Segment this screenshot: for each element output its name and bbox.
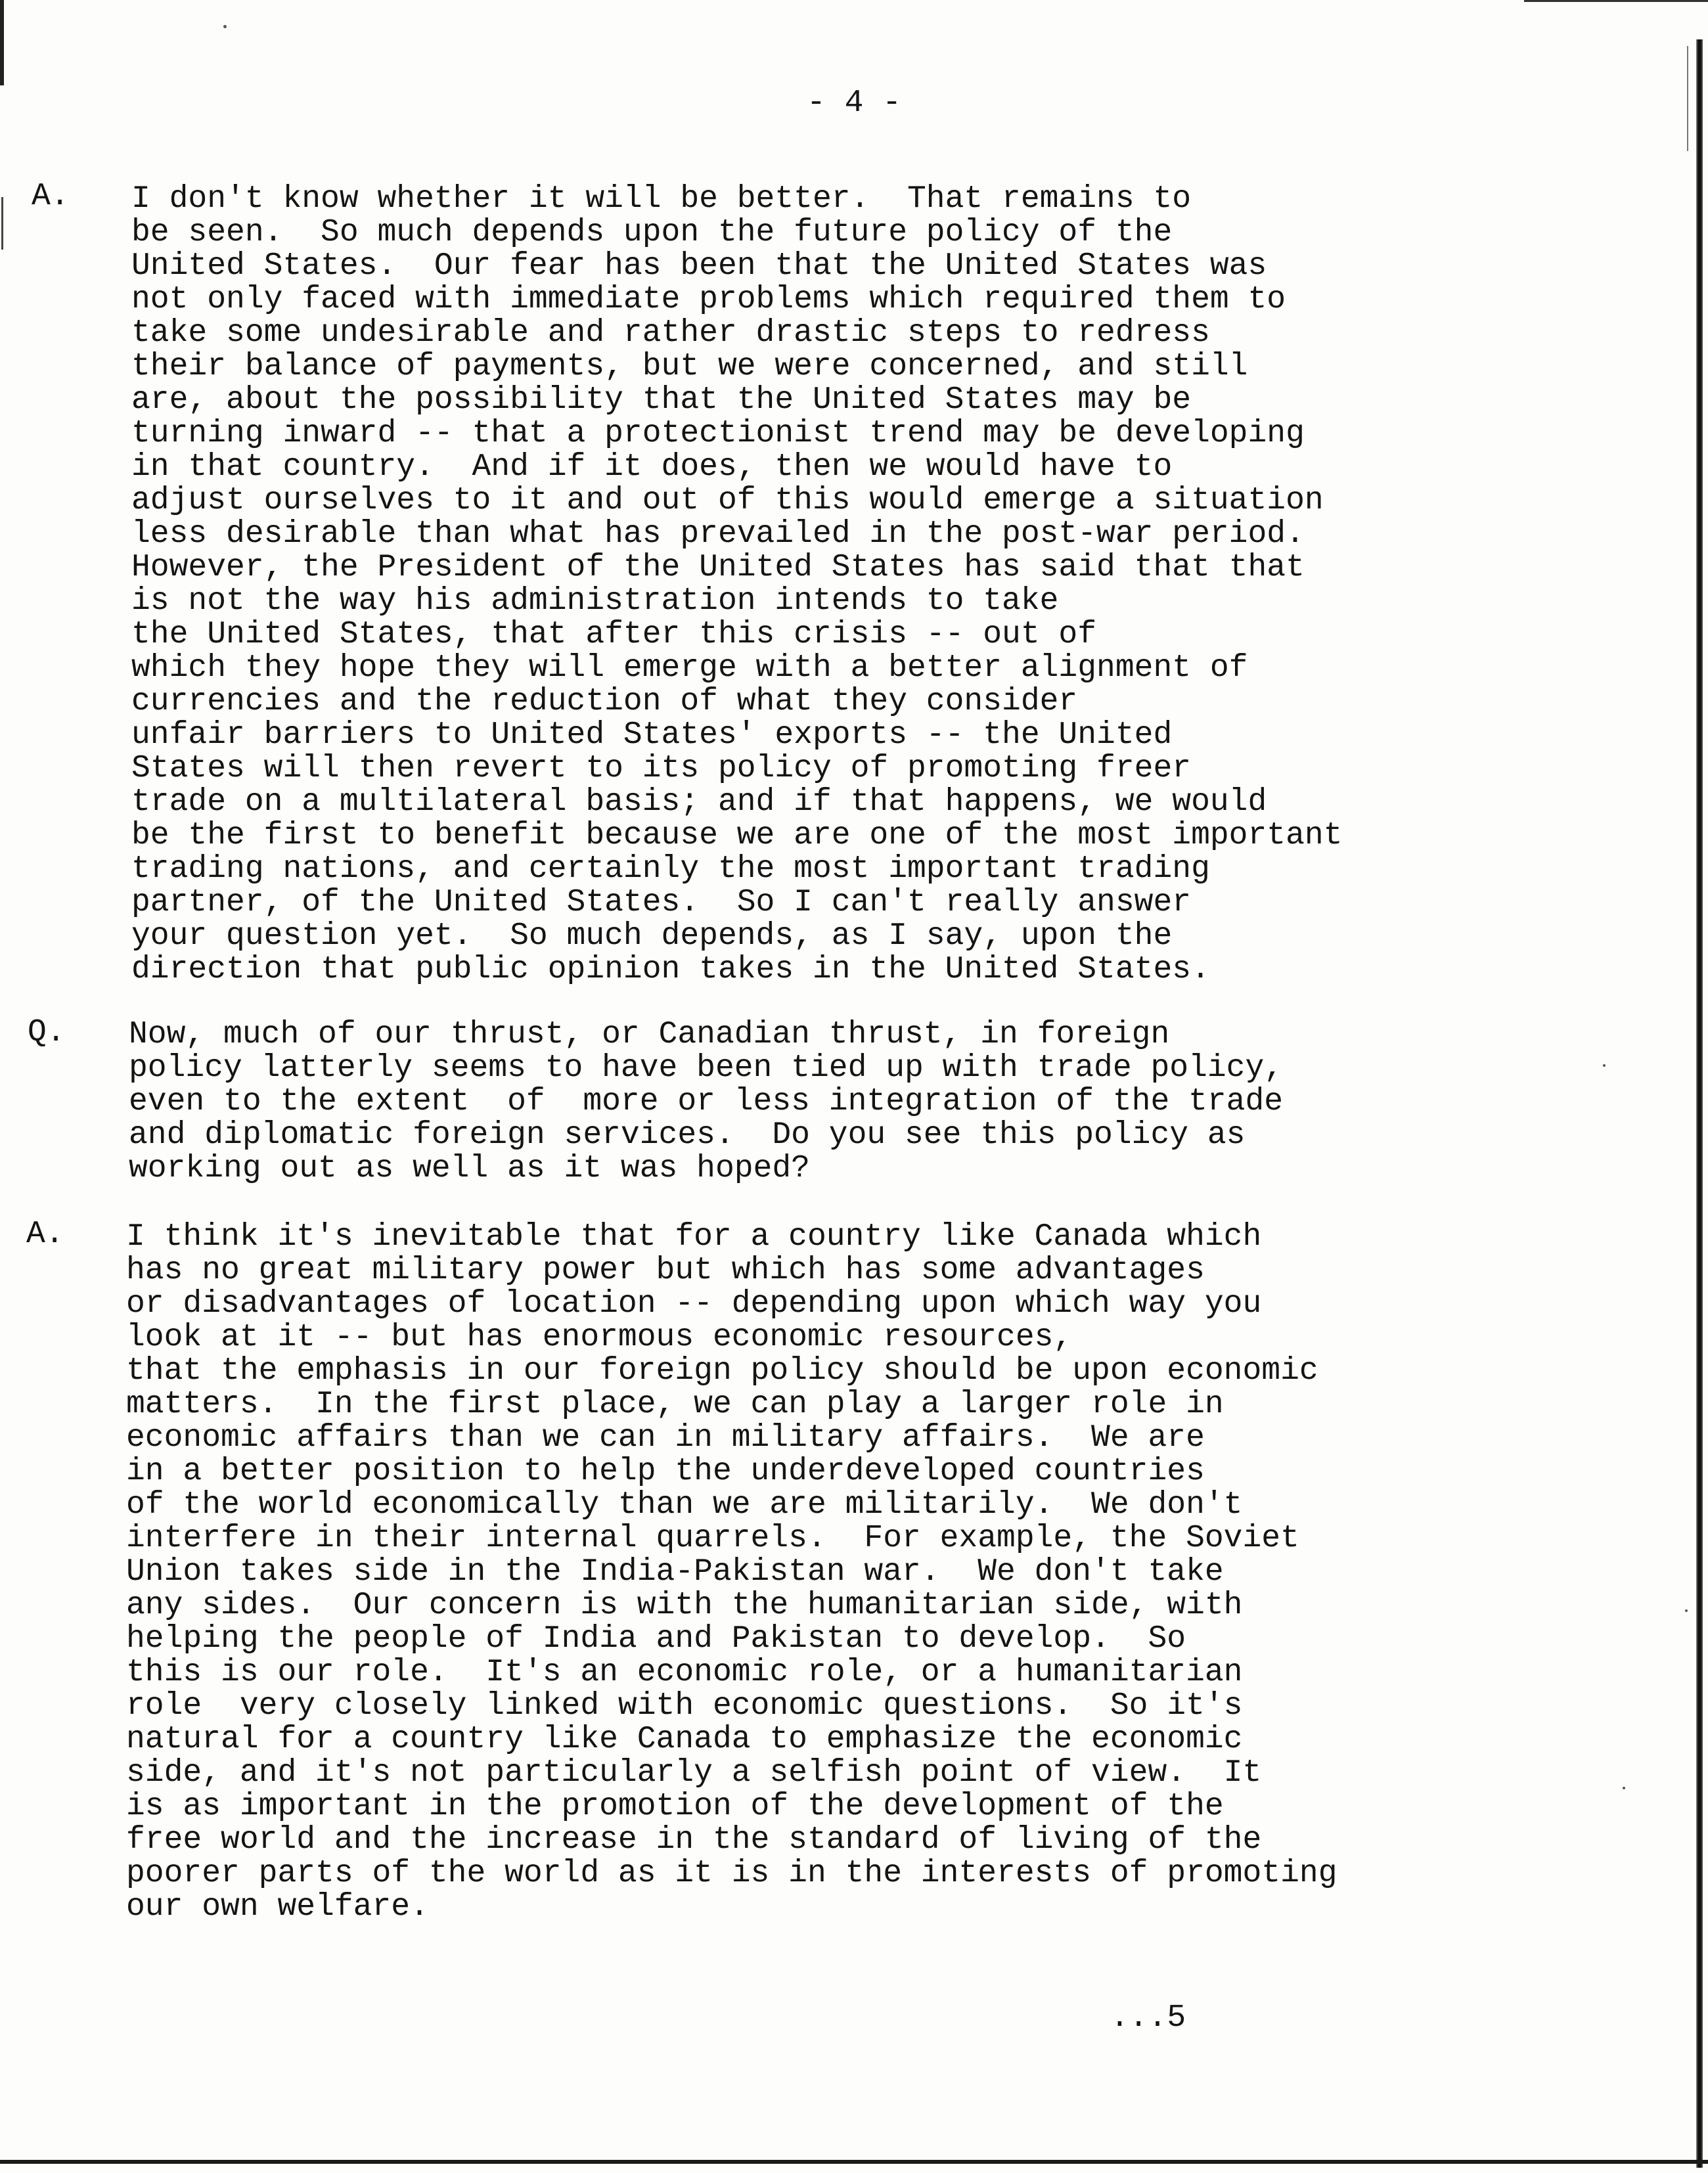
text-line: I think it's inevitable that for a country like Canada which [126,1219,1262,1255]
text-line: or disadvantages of location -- depending upon which way you [126,1286,1262,1322]
text-line: matters. In the first place, we can play a larger role in [126,1387,1224,1422]
text-line: this is our role. It's an economic role, or a humanitarian [126,1655,1243,1690]
text-line: working out as well as it was hoped? [129,1151,810,1186]
text-line: currencies and the reduction of what they consider [131,684,1078,719]
text-line: economic affairs than we can in military affairs. We are [126,1420,1205,1456]
text-line: which they hope they will emerge with a better alignment of [131,650,1248,686]
scan-speck [223,25,227,28]
text-line: role very closely linked with economic questions. So it's [126,1688,1243,1724]
scan-edge-left [0,0,4,85]
text-line: look at it -- but has enormous economic resources, [126,1320,1073,1355]
answer-paragraph [131,183,1343,987]
entry-label-answer: A. [26,1217,64,1252]
text-line: I don't know whether it will be better. That remains to [131,181,1192,217]
scan-edge-bottom [0,2160,1708,2164]
answer-text [126,1221,1337,1924]
page-number: - 4 - [806,85,902,121]
text-line: unfair barriers to United States' exports -- the United [131,717,1173,753]
text-line: However, the President of the United States has said that that [131,550,1305,585]
text-line: less desirable than what has prevailed in the post-war period. [131,516,1305,552]
text-line: trade on a multilateral basis; and if that happens, we would [131,784,1267,820]
text-line: your question yet. So much depends, as I say, upon the [131,918,1173,954]
text-line: natural for a country like Canada to emphasize the economic [126,1722,1243,1757]
text-line: trading nations, and certainly the most important trading [131,851,1210,887]
scan-speck [1603,1064,1606,1067]
text-line: in that country. And if it does, then we would have to [131,449,1173,485]
text-line: not only faced with immediate problems which required them to [131,282,1286,317]
answer-paragraph [126,1221,1337,1924]
text-line: in a better position to help the underdeveloped countries [126,1454,1205,1489]
entry-label-answer: A. [32,179,70,214]
text-line: be the first to benefit because we are one of the most important [131,818,1343,853]
text-line: States will then revert to its policy of promoting freer [131,751,1192,786]
text-line: turning inward -- that a protectionist trend may be developing [131,416,1305,451]
text-line: direction that public opinion takes in the United States. [131,952,1210,987]
text-line: poorer parts of the world as it is in the interests of promoting [126,1856,1337,1891]
text-line: Union takes side in the India-Pakistan war. We don't take [126,1554,1224,1590]
question-paragraph [129,1018,1283,1186]
text-line: be seen. So much depends upon the future policy of the [131,215,1173,250]
text-line: Now, much of our thrust, or Canadian thrust, in foreign [129,1017,1170,1052]
text-line: any sides. Our concern is with the humanitarian side, with [126,1588,1243,1623]
text-line: are, about the possibility that the United States may be [131,382,1192,418]
text-line: interfere in their internal quarrels. For example, the Soviet [126,1521,1299,1556]
text-line: free world and the increase in the standard of living of the [126,1822,1262,1858]
continuation-marker: ...5 [1110,2000,1186,2036]
text-line: helping the people of India and Pakistan to develop. So [126,1621,1186,1657]
text-line: that the emphasis in our foreign policy should be upon economic [126,1353,1318,1389]
text-line: our own welfare. [126,1889,429,1925]
text-line: the United States, that after this crisis -- out of [131,617,1097,652]
scan-edge-top [1524,0,1708,2]
text-line: and diplomatic foreign services. Do you see this policy as [129,1117,1246,1153]
text-line: United States. Our fear has been that the United States was [131,248,1267,284]
entry-label-question: Q. [28,1015,66,1050]
scan-speck [1685,1609,1688,1612]
text-line: even to the extent of more or less integration of the trade [129,1084,1284,1119]
text-line: is not the way his administration intends to take [131,583,1059,619]
text-line: their balance of payments, but we were concerned, and still [131,349,1248,384]
text-line: side, and it's not particularly a selfish point of view. It [126,1755,1262,1791]
text-line: has no great military power but which has some advantages [126,1253,1205,1288]
scan-speck [1623,1787,1625,1789]
text-line: take some undesirable and rather drastic steps to redress [131,315,1210,351]
scan-edge-left-mark [1,197,3,250]
scan-edge-right [1696,39,1703,2168]
question-text [129,1018,1283,1186]
text-line: of the world economically than we are militarily. We don't [126,1487,1243,1523]
text-line: adjust ourselves to it and out of this would emerge a situation [131,483,1324,518]
text-line: partner, of the United States. So I can't really answer [131,885,1192,920]
answer-text [131,183,1343,987]
text-line: policy latterly seems to have been tied up with trade policy, [129,1050,1284,1086]
text-line: is as important in the promotion of the development of the [126,1789,1224,1824]
